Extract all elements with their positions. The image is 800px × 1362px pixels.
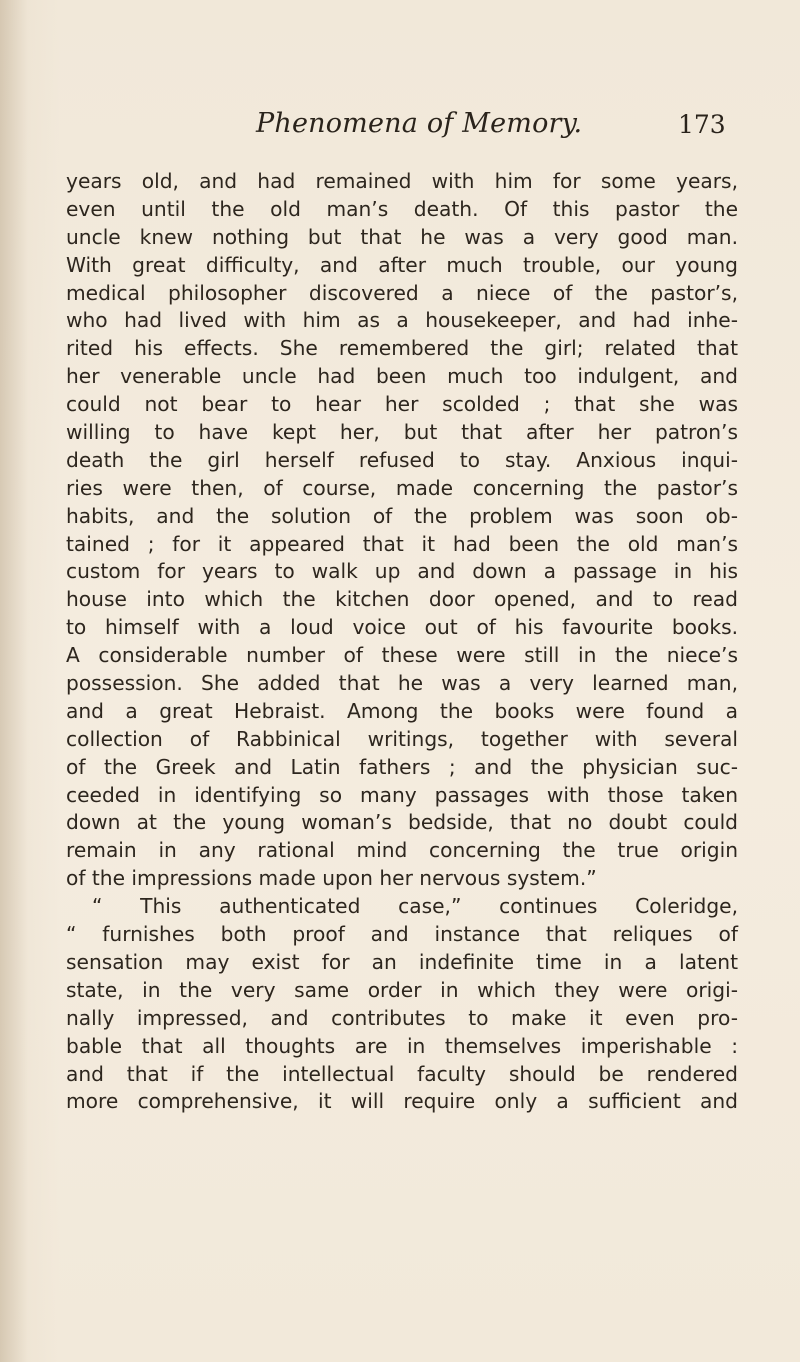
page-header: [0, 108, 800, 148]
text-line: “ This authenticated case,” continues Coleridge,: [92, 894, 738, 919]
text-line: willing to have kept her, but that after her patron’s: [66, 420, 738, 445]
text-line: collection of Rabbinical writings, together with several: [66, 726, 738, 751]
text-line: state, in the very same order in which they were origi-: [66, 977, 738, 1002]
text-line: even until the old man’s death. Of this pastor the: [66, 196, 738, 221]
text-line: ries were then, of course, made concerning the pastor’s: [66, 475, 738, 500]
text-line: to himself with a loud voice out of his favourite books.: [66, 615, 738, 640]
text-line: of the Greek and Latin fathers ; and the physician suc-: [66, 754, 738, 779]
text-line: her venerable uncle had been much too indulgent, and: [66, 364, 738, 389]
text-line: tained ; for it appeared that it had been the old man’s: [66, 531, 738, 556]
text-line: and a great Hebraist. Among the books were found a: [66, 698, 738, 723]
text-line: bable that all thoughts are in themselves imperishable :: [66, 1033, 738, 1058]
page-number: 173: [678, 110, 726, 139]
text-line: who had lived with him as a housekeeper, and had inhe-: [66, 308, 738, 333]
text-line: could not bear to hear her scolded ; that she was: [66, 392, 738, 417]
text-line: of the impressions made upon her nervous system.”: [66, 866, 597, 891]
text-line: possession. She added that he was a very learned man,: [66, 671, 738, 696]
text-line: years old, and had remained with him for some years,: [66, 169, 738, 193]
text-line: death the girl herself refused to stay. Anxious inqui-: [66, 447, 738, 472]
text-line: and that if the intellectual faculty should be rendered: [66, 1061, 738, 1086]
text-line: more comprehensive, it will require only a sufficient and: [66, 1089, 738, 1114]
running-title: Phenomena of Memory.: [256, 108, 583, 139]
text-line: nally impressed, and contributes to make it even pro-: [66, 1005, 738, 1030]
text-line: With great difficulty, and after much trouble, our young: [66, 252, 738, 277]
text-line: uncle knew nothing but that he was a very good man.: [66, 224, 738, 249]
text-line: rited his effects. She remembered the girl; related that: [66, 336, 738, 361]
text-line: house into which the kitchen door opened, and to read: [66, 587, 738, 612]
text-line: habits, and the solution of the problem was soon ob-: [66, 503, 738, 528]
text-line: down at the young woman’s bedside, that no doubt could: [66, 810, 738, 835]
body-text: [66, 168, 738, 1116]
text-line: custom for years to walk up and down a passage in his: [66, 559, 738, 584]
text-line: medical philosopher discovered a niece of the pastor’s,: [66, 280, 738, 305]
text-line: remain in any rational mind concerning the true origin: [66, 838, 738, 863]
text-line: sensation may exist for an indefinite time in a latent: [66, 949, 738, 974]
text-line: ceeded in identifying so many passages with those taken: [66, 782, 738, 807]
text-line: “ furnishes both proof and instance that reliques of: [66, 922, 738, 947]
text-line: A considerable number of these were still in the niece’s: [66, 643, 738, 668]
